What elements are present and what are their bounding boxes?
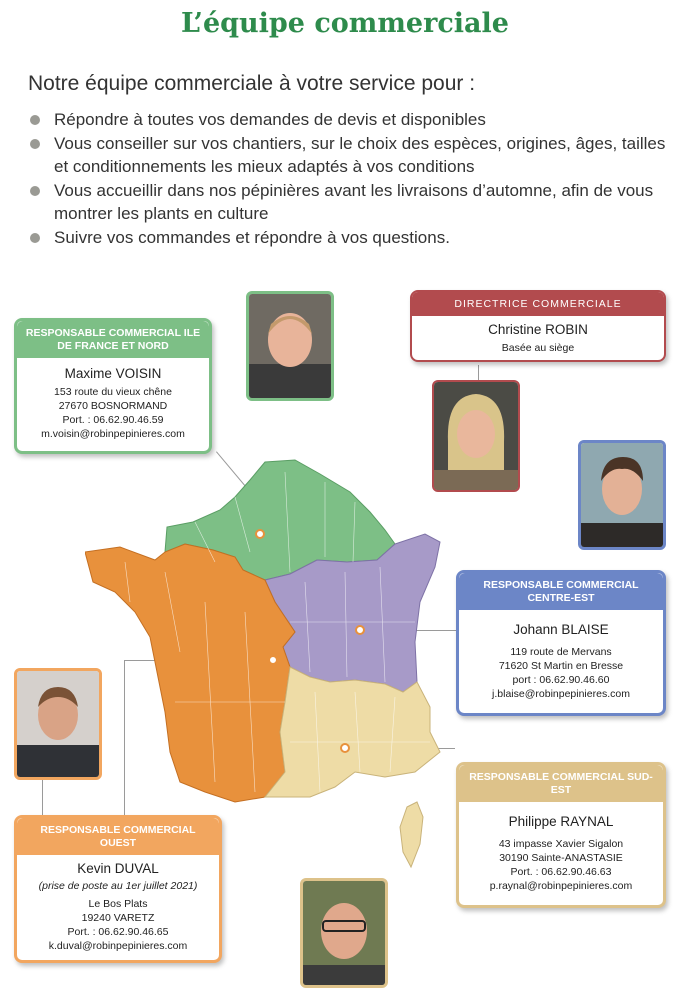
bullet-icon: [30, 186, 40, 196]
johann-blaise-photo: [578, 440, 666, 550]
centre-est-phone: port : 06.62.90.46.60: [512, 674, 610, 686]
maxime-voisin-photo: [246, 291, 334, 401]
office-marker-nord: [256, 530, 264, 538]
bullet-icon: [30, 233, 40, 243]
sud-est-card: [456, 762, 666, 908]
kevin-duval-photo: [14, 668, 102, 780]
ouest-role: RESPONSABLE COMMERCIAL OUEST: [17, 818, 219, 855]
region-sud-est: [265, 667, 440, 797]
idf-nord-phone: Port. : 06.62.90.46.59: [62, 414, 164, 426]
philippe-raynal-photo: [300, 878, 388, 988]
sud-est-address1: 43 impasse Xavier Sigalon: [498, 838, 624, 850]
idf-nord-role: RESPONSABLE COMMERCIAL ILE DE FRANCE ET NORD: [17, 321, 209, 358]
office-marker-ouest: [269, 656, 277, 664]
directrice-name: Christine ROBIN: [488, 322, 588, 337]
centre-est-address2: 71620 St Martin en Bresse: [498, 660, 624, 672]
centre-est-address1: 119 route de Mervans: [510, 646, 612, 658]
bullet-icon: [30, 115, 40, 125]
centre-est-email[interactable]: j.blaise@robinpepinieres.com: [492, 688, 630, 700]
directrice-role: DIRECTRICE COMMERCIALE: [412, 292, 664, 316]
sud-est-address2: 30190 Sainte-ANASTASIE: [499, 852, 623, 864]
office-marker-sud-est: [341, 744, 349, 752]
sud-est-role: RESPONSABLE COMMERCIAL SUD-EST: [459, 765, 663, 802]
intro-text: Notre équipe commerciale à votre service pour :: [28, 72, 476, 95]
service-list: [28, 108, 678, 250]
list-item: Suivre vos commandes et répondre à vos questions.: [28, 226, 678, 249]
ouest-address1: Le Bos Plats: [88, 898, 148, 910]
region-corse: [400, 802, 423, 867]
ouest-card: [14, 815, 222, 963]
directrice-location: Basée au siège: [501, 342, 575, 354]
ouest-name: Kevin DUVAL: [77, 861, 159, 876]
idf-nord-card: [14, 318, 212, 454]
idf-nord-email[interactable]: m.voisin@robinpepinieres.com: [41, 428, 185, 440]
idf-nord-name: Maxime VOISIN: [64, 366, 162, 381]
region-ouest: [85, 544, 295, 802]
centre-est-card: [456, 570, 666, 716]
christine-robin-photo: [432, 380, 520, 492]
office-marker-centre-est: [356, 626, 364, 634]
ouest-email[interactable]: k.duval@robinpepinieres.com: [48, 940, 188, 952]
idf-nord-address2: 27670 BOSNORMAND: [58, 400, 168, 412]
sud-est-email[interactable]: p.raynal@robinpepinieres.com: [489, 880, 633, 892]
list-item: Vous conseiller sur vos chantiers, sur le choix des espèces, origines, âges, tailles et conditionnements les mieux adaptés à vos conditions: [28, 132, 678, 178]
bullet-icon: [30, 139, 40, 149]
list-item: Répondre à toutes vos demandes de devis et disponibles: [28, 108, 678, 131]
list-item: Vous accueillir dans nos pépinières avant les livraisons d’automne, afin de vous montrer les plants en culture: [28, 179, 678, 225]
centre-est-name: Johann BLAISE: [513, 622, 609, 637]
ouest-phone: Port. : 06.62.90.46.65: [67, 926, 169, 938]
ouest-note: (prise de poste au 1er juillet 2021): [38, 880, 198, 892]
idf-nord-address1: 153 route du vieux chêne: [54, 386, 172, 398]
connector-line: [478, 365, 479, 380]
page-title: L’équipe commerciale: [181, 8, 509, 39]
sud-est-name: Philippe RAYNAL: [508, 814, 614, 829]
centre-est-role: RESPONSABLE COMMERCIAL CENTRE-EST: [459, 573, 663, 610]
connector-line: [42, 780, 43, 815]
directrice-card: [410, 290, 666, 362]
sud-est-phone: Port. : 06.62.90.46.63: [510, 866, 612, 878]
ouest-address2: 19240 VARETZ: [81, 912, 155, 924]
